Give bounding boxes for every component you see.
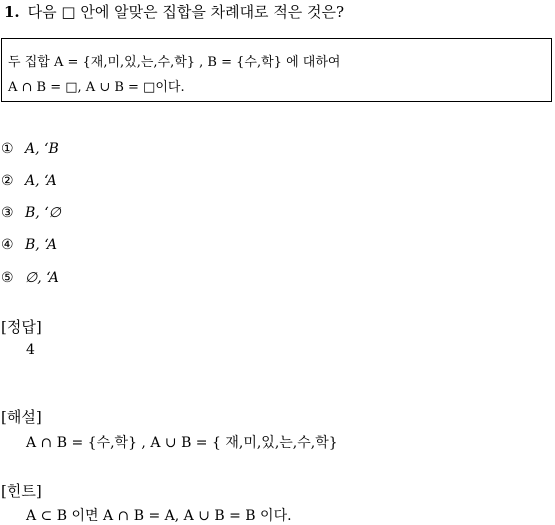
choice-4[interactable] bbox=[1, 237, 57, 253]
question-number: 1. bbox=[4, 3, 20, 21]
hint-text: A ⊂ B 이면 A ∩ B = A, A ∪ B = B 이다. bbox=[26, 508, 292, 524]
answer-label: [정답] bbox=[1, 318, 42, 336]
condition-line-1: 두 집합 A = {재,미,있,는,수,학} , B = {수,학} 에 대하여 bbox=[8, 55, 341, 70]
explanation-text: A ∩ B = {수,학} , A ∪ B = { 재,미,있,는,수,학} bbox=[26, 435, 338, 451]
choice-2[interactable] bbox=[1, 173, 57, 189]
answer-value: 4 bbox=[26, 342, 35, 358]
hint-label: [힌트] bbox=[1, 482, 42, 500]
choice-2-mark: ② bbox=[1, 173, 14, 189]
question-title bbox=[4, 1, 344, 22]
question-text: 다음 □ 안에 알맞은 집합을 차례대로 적은 것은? bbox=[27, 3, 345, 21]
choice-4-text: B, ‘A bbox=[25, 237, 57, 253]
condition-box bbox=[1, 38, 552, 102]
choice-4-mark: ④ bbox=[1, 237, 14, 253]
choice-5[interactable] bbox=[1, 270, 59, 286]
condition-line-2: A ∩ B = □, A ∪ B = □이다. bbox=[8, 80, 185, 95]
choice-5-mark: ⑤ bbox=[1, 270, 14, 286]
choice-3-text: B, ‘∅ bbox=[25, 205, 61, 221]
choice-1[interactable] bbox=[1, 141, 59, 157]
choice-3-mark: ③ bbox=[1, 205, 14, 221]
choice-3[interactable] bbox=[1, 205, 61, 221]
choice-2-text: A, ‘A bbox=[25, 173, 57, 189]
explanation-label: [해설] bbox=[1, 408, 42, 426]
choice-1-mark: ① bbox=[1, 141, 14, 157]
choice-5-text: ∅, ‘A bbox=[25, 270, 59, 286]
choice-1-text: A, ‘B bbox=[25, 141, 59, 157]
